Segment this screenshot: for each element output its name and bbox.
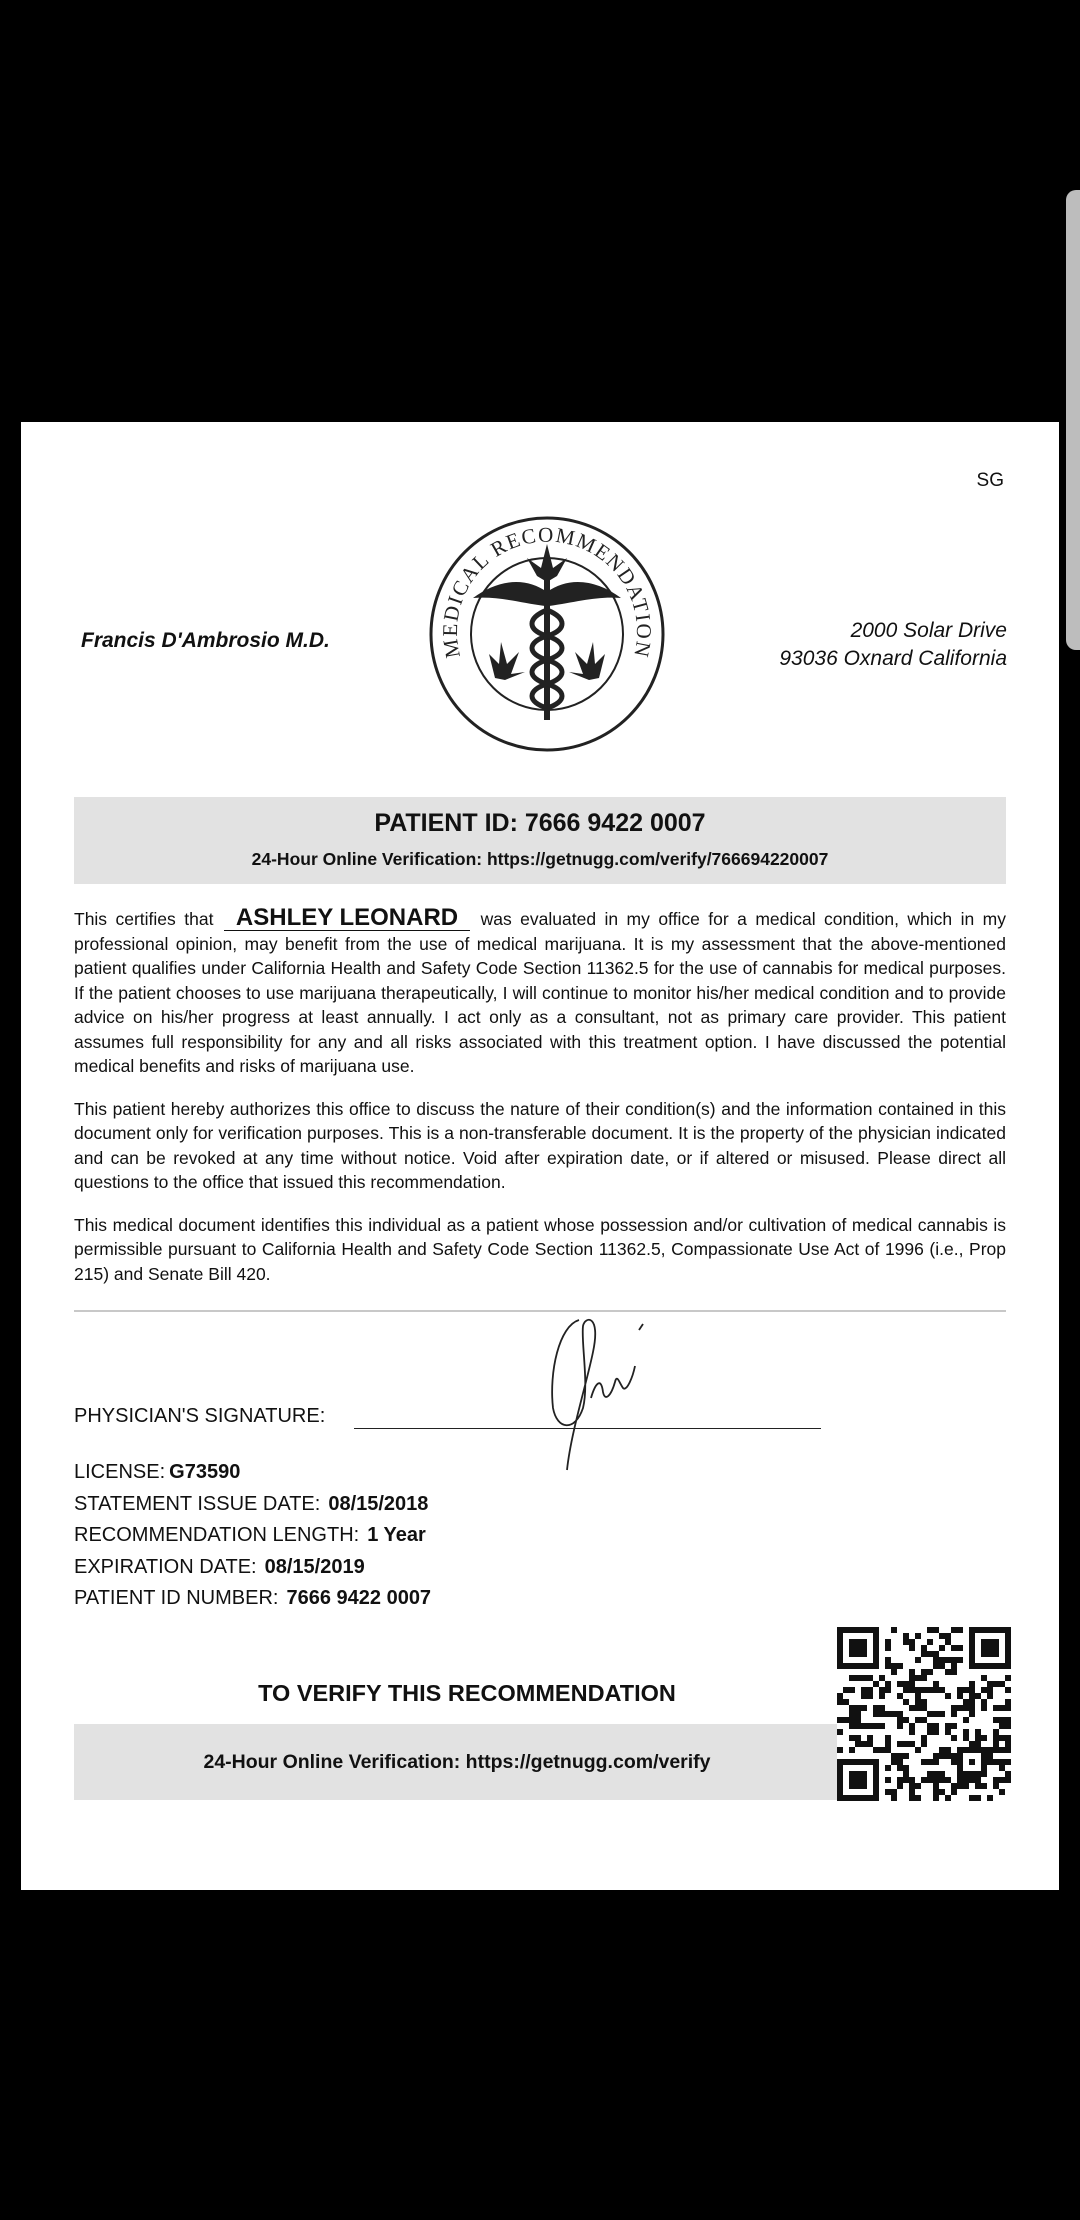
license-row (74, 1457, 431, 1489)
length-value: 1 Year (367, 1524, 426, 1546)
verify-heading: TO VERIFY THIS RECOMMENDATION (258, 1680, 676, 1706)
patient-id: PATIENT ID: 7666 9422 0007 (374, 809, 706, 837)
medical-recommendation-seal (427, 514, 667, 754)
verify-url-box[interactable]: 24-Hour Online Verification: https://getnugg.com/verify (74, 1724, 840, 1800)
document-page (21, 422, 1059, 1890)
expiration-label: EXPIRATION DATE: (74, 1555, 257, 1578)
verification-url[interactable]: 24-Hour Online Verification: https://getnugg.com/verify/766694220007 (251, 849, 829, 869)
certification-text (74, 906, 1006, 1304)
length-label: RECOMMENDATION LENGTH: (74, 1524, 360, 1546)
patient-id-number-row (74, 1583, 431, 1615)
address-line-2: 93036 Oxnard California (779, 647, 1007, 670)
paragraph-1 (74, 906, 1006, 1079)
expiration-value: 08/15/2019 (264, 1555, 365, 1578)
patient-name: ASHLEY LEONARD (224, 906, 470, 931)
length-row (74, 1520, 431, 1552)
paragraph-1-text: was evaluated in my office for a medical condition, which in my professional opinion, may benefit from the use of medical marijuana. It is my assessment that the above-mentioned patient qualifies under California Health and Safety Code Section 11362.5 for the use of cannabis for medical purposes. If the patient chooses to use marijuana therapeutically, I will continue to monitor his/her medical condition and to provide advice on his/her progress at least annually. I act only as a consultant, not as primary care provider. This patient assumes full responsibility for any and all risks associated with this treatment option. I have discussed the potential medical benefits and risks of marijuana use. (74, 909, 1006, 1076)
patient-id-number-value: 7666 9422 0007 (286, 1587, 432, 1609)
signature-label: PHYSICIAN'S SIGNATURE: (74, 1405, 326, 1427)
issue-date-label: STATEMENT ISSUE DATE: (74, 1492, 321, 1515)
qr-code[interactable] (837, 1627, 1011, 1801)
recommendation-details (74, 1457, 431, 1615)
physician-address (779, 617, 1007, 673)
expiration-row (74, 1552, 431, 1584)
intro-text: This certifies that (74, 909, 214, 929)
license-label: LICENSE: (74, 1461, 166, 1483)
paragraph-2: This patient hereby authorizes this office to discuss the nature of their condition(s) and the information contained in this document only for verification purposes. This is a non-transferable document. It is the property of the physician indicated and can be revoked at any time without notice. Void after expiration date, or if altered or misused. Please direct all questions to the office that issued this recommendation. (74, 1098, 1006, 1192)
address-line-1: 2000 Solar Drive (850, 619, 1007, 642)
paragraph-3: This medical document identifies this individual as a patient whose possession and/or cultivation of medical cannabis is permissible pursuant to California Health and Safety Code Section 11362.5, Compassionate Use Act of 1996 (i.e., Prop 215) and Senate Bill 420. (74, 1214, 1006, 1284)
issue-date-value: 08/15/2018 (328, 1492, 429, 1515)
scroll-handle[interactable] (1066, 190, 1080, 650)
physician-signature (531, 1312, 701, 1482)
svg-text:MEDICAL RECOMMENDATION: MEDICAL RECOMMENDATION (437, 522, 657, 661)
patient-id-number-label: PATIENT ID NUMBER: (74, 1587, 279, 1609)
issue-date-row (74, 1489, 431, 1521)
license-value: G73590 (169, 1461, 241, 1483)
initials: SG (976, 470, 1004, 491)
patient-id-box (74, 797, 1006, 884)
physician-name: Francis D'Ambrosio M.D. (81, 629, 330, 652)
